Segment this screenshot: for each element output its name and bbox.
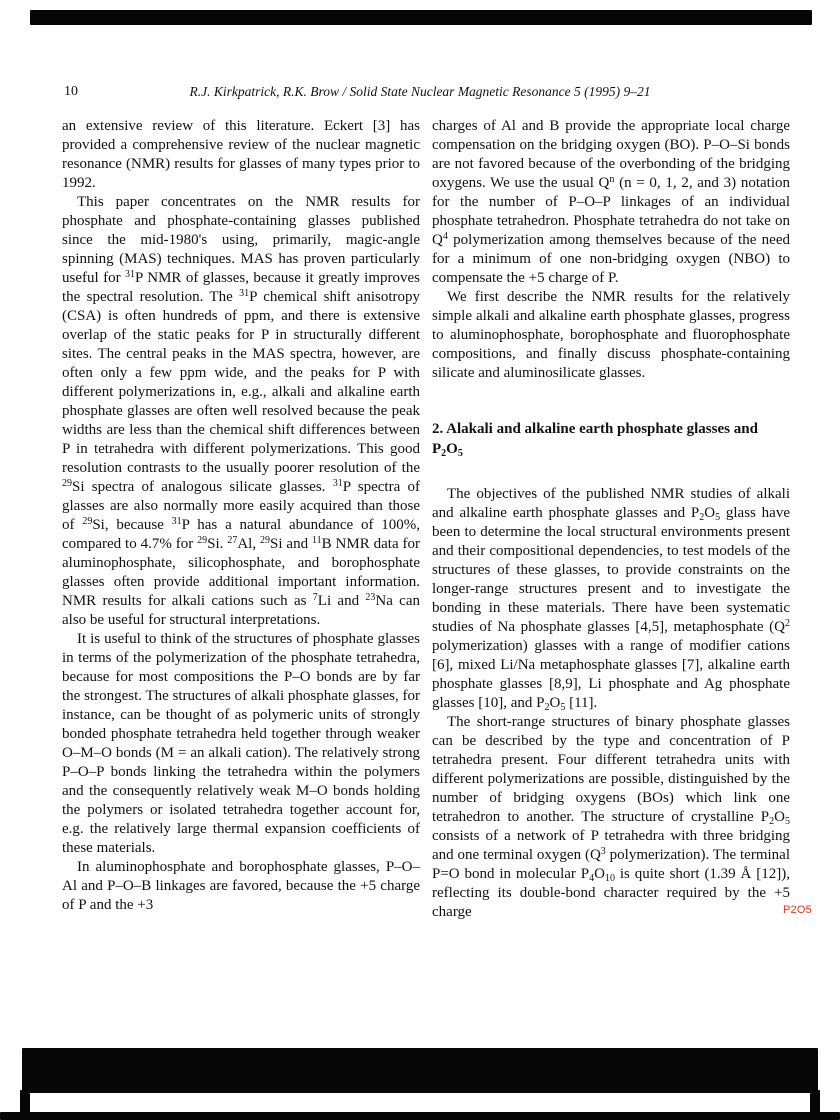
section-heading: 2. Alakali and alkaline earth phosphate glasses and $P_2O_5$ xyxy=(432,421,758,459)
scan-artifact-corner-left xyxy=(20,1090,30,1120)
left-column xyxy=(62,117,420,915)
paragraph: We first describe the NMR results for the relatively simple alkali and alkaline earth phosphate glasses, progress to aluminophosphate, borophosphate and fluorophosphate compositions, and finally discuss phosphate-containing silicate and aluminosilicate glasses. xyxy=(432,289,790,381)
running-head: R.J. Kirkpatrick, R.K. Brow / Solid State Nuclear Magnetic Resonance 5 (1995) 9–21 xyxy=(189,84,651,99)
paragraph: charges of Al and B provide the appropriate local charge compensation on the bridging oxygen (BO). P–O–Si bonds are not favored because of the overbonding of the bridging oxygens. We use the usual $Q^n$ (n = 0, 1, 2, and 3) notation for the number of P–O–P linkages of an individual phosphate tetrahedron. Phosphate tetrahedra do not take on $Q^4$ polymerization among themselves because of the need for a minimum of one non-bridging oxygen (NBO) to compensate the +5 charge of P. xyxy=(432,118,790,286)
right-column xyxy=(432,117,790,922)
page-number: 10 xyxy=(64,84,78,99)
paragraph: In aluminophosphate and borophosphate glasses, P–O–Al and P–O–B linkages are favored, because the +5 charge of P and the +3 xyxy=(62,859,420,913)
scan-artifact-bottom-edge xyxy=(0,1112,840,1120)
margin-annotation: P2O5 xyxy=(783,904,812,916)
paragraph: an extensive review of this literature. Eckert [3] has provided a comprehensive review of the nuclear magnetic resonance (NMR) results for glasses of many types prior to 1992. xyxy=(62,118,420,191)
paragraph: The objectives of the published NMR studies of alkali and alkaline earth phosphate glasses and $P_2O_5$ glass have been to determine the local structural environments present and their compositional dependencies, to test models of the structures of these glasses, to provide constraints on the longer-range structures present and to investigate the bonding in these materials. There have been systematic studies of Na phosphate glasses [4,5], metaphosphate ($Q^2$ polymerization) glasses with a range of modifier cations [6], mixed Li/Na metaphosphate glasses [7], alkaline earth phosphate glasses [8,9], Li phosphate and Ag phosphate glasses [10], and $P_2O_5$ [11]. xyxy=(432,486,790,713)
scan-artifact-top-bar xyxy=(30,10,812,25)
paragraph: It is useful to think of the structures of phosphate glasses in terms of the polymerization of the phosphate tetrahedra, because for most compositions the P–O bonds are by far the strongest. The structures of alkali phosphate glasses, for instance, can be thought of as polymeric units of strongly bonded phosphate tetrahedra held together through weaker O–M–O bonds (M = an alkali cation). The relatively strong P–O–P bonds linking the tetrahedra within the polymers and the consequently relatively weak M–O bonds holding the polymers or isolated tetrahedra together account for, e.g. the relatively large thermal expansion coefficients of these materials. xyxy=(62,631,420,856)
paragraph: The short-range structures of binary phosphate glasses can be described by the type and concentration of P tetrahedra present. Four different tetrahedra units with different polymerizations are possible, distinguished by the number of bridging oxygens (BOs) which link one tetrahedron to another. The structure of crystalline $P_2O_5$ consists of a network of P tetrahedra with three bridging and one terminal oxygen ($Q^3$ polymerization). The terminal P=O bond in molecular $P_4O_{10}$ is quite short (1.39 Å [12]), reflecting its double-bond character required by the +5 charge xyxy=(432,714,790,920)
scan-artifact-corner-right xyxy=(810,1090,820,1120)
scan-artifact-bottom-bar xyxy=(22,1048,818,1093)
paragraph: This paper concentrates on the NMR results for phosphate and phosphate-containing glasses published since the mid-1980's using, primarily, magic-angle spinning (MAS) techniques. MAS has proven particularly useful for $^{31}$P NMR of glasses, because it greatly improves the spectral resolution. The $^{31}$P chemical shift anisotropy (CSA) is often hundreds of ppm, and there is extensive overlap of the static peaks for P in structurally different sites. The central peaks in the MAS spectra, however, are often only a few ppm wide, and the peaks for P with different polymerizations in, e.g., alkali and alkaline earth phosphate glasses are often well resolved because the peak widths are less than the chemical shift differences between P in tetrahedra with different polymerizations. This good resolution contrasts to the usually poorer resolution of the $^{29}$Si spectra of analogous silicate glasses. $^{31}$P spectra of glasses are also normally more easily acquired than those of $^{29}$Si, because $^{31}$P has a natural abundance of 100%, compared to 4.7% for $^{29}$Si. $^{27}$Al, $^{29}$Si and $^{11}$B NMR data for aluminophosphate, silicophosphate, and borophosphate glasses often provide additional important information. NMR results for alkali cations such as $^7$Li and $^{23}$Na can also be useful for structural interpretations. xyxy=(62,194,421,628)
